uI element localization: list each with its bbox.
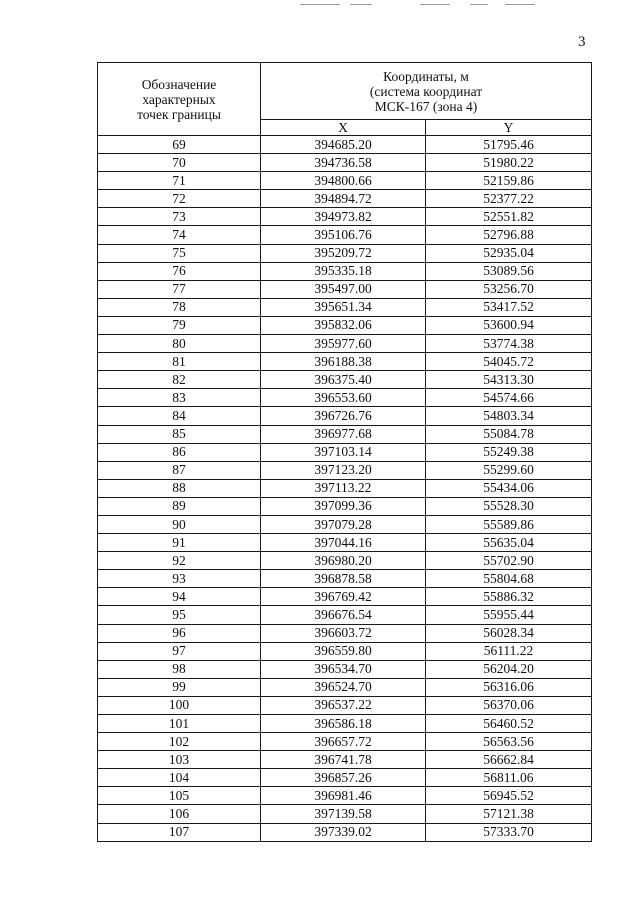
point-cell: 82 [98,371,261,389]
table-row [98,316,592,334]
table-row [98,588,592,606]
y-cell: 51980.22 [426,154,592,172]
x-cell: 397044.16 [261,534,426,552]
y-cell: 52377.22 [426,190,592,208]
table-row [98,461,592,479]
point-cell: 88 [98,479,261,497]
table-row [98,497,592,515]
point-cell: 77 [98,280,261,298]
y-cell: 54045.72 [426,353,592,371]
x-cell: 395497.00 [261,280,426,298]
x-cell: 397113.22 [261,479,426,497]
y-cell: 57333.70 [426,823,592,841]
y-cell: 56204.20 [426,660,592,678]
y-cell: 55589.86 [426,515,592,533]
x-cell: 394973.82 [261,208,426,226]
table-row [98,787,592,805]
y-cell: 52796.88 [426,226,592,244]
coords-header-line: МСК-167 (зона 4) [374,98,478,114]
x-cell: 396553.60 [261,389,426,407]
table-row [98,226,592,244]
point-cell: 69 [98,136,261,154]
table-row [98,552,592,570]
y-cell: 56811.06 [426,769,592,787]
point-cell: 87 [98,461,261,479]
table-row [98,371,592,389]
x-cell: 396657.72 [261,733,426,751]
x-cell: 396586.18 [261,715,426,733]
point-cell: 97 [98,642,261,660]
point-cell: 78 [98,298,261,316]
table-row [98,298,592,316]
table-row [98,642,592,660]
table-row [98,244,592,262]
point-cell: 106 [98,805,261,823]
y-cell: 56370.06 [426,696,592,714]
x-cell: 396980.20 [261,552,426,570]
point-cell: 103 [98,751,261,769]
point-column-header [98,63,261,136]
x-cell: 394894.72 [261,190,426,208]
table-row [98,606,592,624]
point-cell: 74 [98,226,261,244]
point-cell: 94 [98,588,261,606]
table-row [98,335,592,353]
scan-artifact-line-5 [505,4,535,5]
x-cell: 395335.18 [261,262,426,280]
table-row [98,696,592,714]
coords-header-line: (система координат [369,83,483,99]
x-cell: 396977.68 [261,425,426,443]
y-cell: 55434.06 [426,479,592,497]
table-row [98,389,592,407]
point-cell: 80 [98,335,261,353]
point-cell: 104 [98,769,261,787]
point-cell: 84 [98,407,261,425]
table-row [98,136,592,154]
table-row [98,751,592,769]
scan-artifact-line-1 [300,4,340,5]
x-cell: 397079.28 [261,515,426,533]
y-cell: 55955.44 [426,606,592,624]
table-row [98,443,592,461]
point-cell: 99 [98,678,261,696]
scan-artifact-line-3 [420,4,450,5]
scan-artifact-line-4 [470,4,488,5]
x-cell: 395106.76 [261,226,426,244]
table-row [98,353,592,371]
table-row [98,262,592,280]
y-cell: 55702.90 [426,552,592,570]
y-column-header: Y [426,120,592,136]
table-row [98,425,592,443]
x-cell: 397103.14 [261,443,426,461]
x-cell: 396741.78 [261,751,426,769]
y-cell: 52935.04 [426,244,592,262]
y-cell: 54803.34 [426,407,592,425]
y-cell: 57121.38 [426,805,592,823]
point-cell: 81 [98,353,261,371]
table-row [98,280,592,298]
x-cell: 395832.06 [261,316,426,334]
y-cell: 56111.22 [426,642,592,660]
point-header-line: Обозначение [141,76,217,92]
table-row [98,823,592,841]
point-cell: 101 [98,715,261,733]
y-cell: 52551.82 [426,208,592,226]
point-cell: 86 [98,443,261,461]
y-cell: 53256.70 [426,280,592,298]
coordinates-column-header [261,63,592,120]
y-cell: 56316.06 [426,678,592,696]
x-cell: 397339.02 [261,823,426,841]
table-row [98,624,592,642]
table-row [98,660,592,678]
point-cell: 105 [98,787,261,805]
y-cell: 56563.56 [426,733,592,751]
point-cell: 71 [98,172,261,190]
y-cell: 51795.46 [426,136,592,154]
table-header [98,63,592,136]
y-cell: 55299.60 [426,461,592,479]
y-cell: 52159.86 [426,172,592,190]
x-cell: 396375.40 [261,371,426,389]
point-cell: 102 [98,733,261,751]
table-row [98,733,592,751]
table-body [98,136,592,842]
y-cell: 55528.30 [426,497,592,515]
page-number: 3 [578,34,586,50]
table-row [98,407,592,425]
y-cell: 55886.32 [426,588,592,606]
point-cell: 83 [98,389,261,407]
x-cell: 397123.20 [261,461,426,479]
y-cell: 53089.56 [426,262,592,280]
y-cell: 56945.52 [426,787,592,805]
y-cell: 55249.38 [426,443,592,461]
point-cell: 96 [98,624,261,642]
x-cell: 394736.58 [261,154,426,172]
x-cell: 397099.36 [261,497,426,515]
point-cell: 72 [98,190,261,208]
y-cell: 54313.30 [426,371,592,389]
table-row [98,190,592,208]
point-cell: 89 [98,497,261,515]
x-cell: 396981.46 [261,787,426,805]
x-cell: 396524.70 [261,678,426,696]
coords-header-line: Координаты, м [383,68,469,84]
point-cell: 92 [98,552,261,570]
x-cell: 396676.54 [261,606,426,624]
y-cell: 55084.78 [426,425,592,443]
x-cell: 394800.66 [261,172,426,190]
x-cell: 396769.42 [261,588,426,606]
point-cell: 95 [98,606,261,624]
point-cell: 98 [98,660,261,678]
x-cell: 396878.58 [261,570,426,588]
y-cell: 53600.94 [426,316,592,334]
x-cell: 396726.76 [261,407,426,425]
x-cell: 396537.22 [261,696,426,714]
table-row [98,570,592,588]
x-cell: 397139.58 [261,805,426,823]
point-cell: 100 [98,696,261,714]
x-cell: 396188.38 [261,353,426,371]
y-cell: 54574.66 [426,389,592,407]
point-cell: 73 [98,208,261,226]
y-cell: 56028.34 [426,624,592,642]
point-cell: 93 [98,570,261,588]
table-row [98,769,592,787]
table-row [98,208,592,226]
x-cell: 396559.80 [261,642,426,660]
y-cell: 55635.04 [426,534,592,552]
coordinates-table [97,62,592,842]
point-cell: 70 [98,154,261,172]
y-cell: 53774.38 [426,335,592,353]
y-cell: 53417.52 [426,298,592,316]
scan-artifact-line-2 [350,4,372,5]
y-cell: 55804.68 [426,570,592,588]
x-cell: 395209.72 [261,244,426,262]
table-row [98,172,592,190]
point-cell: 76 [98,262,261,280]
table-row [98,534,592,552]
table-row [98,154,592,172]
table-row [98,479,592,497]
x-column-header: X [261,120,426,136]
x-cell: 395651.34 [261,298,426,316]
point-cell: 79 [98,316,261,334]
y-cell: 56460.52 [426,715,592,733]
point-header-line: характерных [142,91,216,107]
point-cell: 75 [98,244,261,262]
x-cell: 395977.60 [261,335,426,353]
x-cell: 396534.70 [261,660,426,678]
point-cell: 85 [98,425,261,443]
point-cell: 91 [98,534,261,552]
table-row [98,515,592,533]
x-cell: 396857.26 [261,769,426,787]
point-cell: 90 [98,515,261,533]
x-cell: 394685.20 [261,136,426,154]
table-row [98,678,592,696]
point-header-line: точек границы [137,106,221,122]
table-row [98,805,592,823]
x-cell: 396603.72 [261,624,426,642]
y-cell: 56662.84 [426,751,592,769]
point-cell: 107 [98,823,261,841]
table-row [98,715,592,733]
